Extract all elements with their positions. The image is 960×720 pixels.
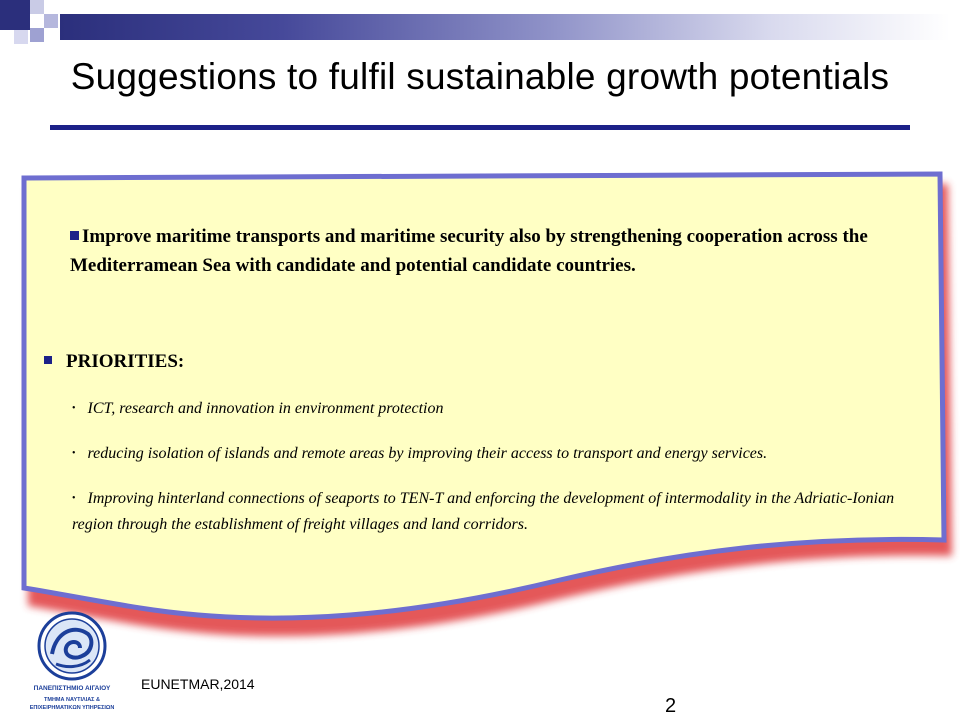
dot-bullet-icon: •	[72, 448, 76, 459]
intro-text: Improve maritime transports and maritime security also by strengthening cooperation across the Mediterramean Sea with candidate and potential candidate countries.	[70, 226, 868, 276]
svg-text:ΤΜΗΜΑ ΝΑΥΤΙΛΙΑΣ &: ΤΜΗΜΑ ΝΑΥΤΙΛΙΑΣ &	[44, 697, 100, 703]
priorities-heading	[44, 351, 184, 373]
priorities-label: PRIORITIES:	[66, 351, 185, 372]
page-number: 2	[665, 695, 677, 717]
footer-source: EUNETMAR,2014	[141, 676, 255, 692]
priority-item-text: Improving hinterland connections of seaports to TEN-T and enforcing the development of intermodality in the Adriatic-Ionian region through the establishment of freight villages and land corridors.	[72, 490, 895, 533]
priority-item-text: ICT, research and innovation in environment protection	[87, 400, 444, 417]
slide-title: Suggestions to fulfil sustainable growth potentials	[70, 56, 890, 97]
svg-text:ΕΠΙΧΕΙΡΗΜΑΤΙΚΩΝ ΥΠΗΡΕΣΙΩΝ: ΕΠΙΧΕΙΡΗΜΑΤΙΚΩΝ ΥΠΗΡΕΣΙΩΝ	[29, 705, 115, 711]
dot-bullet-icon: •	[72, 403, 76, 414]
priority-item-text: reducing isolation of islands and remote areas by improving their access to transport and energy services.	[87, 445, 768, 462]
dot-bullet-icon: •	[72, 493, 76, 504]
priority-item	[72, 442, 934, 468]
square-bullet-icon	[70, 231, 79, 240]
priority-item	[72, 487, 934, 537]
intro-paragraph	[70, 222, 932, 280]
square-bullet-icon	[44, 356, 52, 364]
priority-item	[72, 397, 934, 423]
svg-text:ΠΑΝΕΠΙΣΤΗΜΙΟ ΑΙΓΑΙΟΥ: ΠΑΝΕΠΙΣΤΗΜΙΟ ΑΙΓΑΙΟΥ	[33, 685, 111, 692]
university-logo	[22, 610, 122, 718]
content-body	[70, 222, 932, 280]
